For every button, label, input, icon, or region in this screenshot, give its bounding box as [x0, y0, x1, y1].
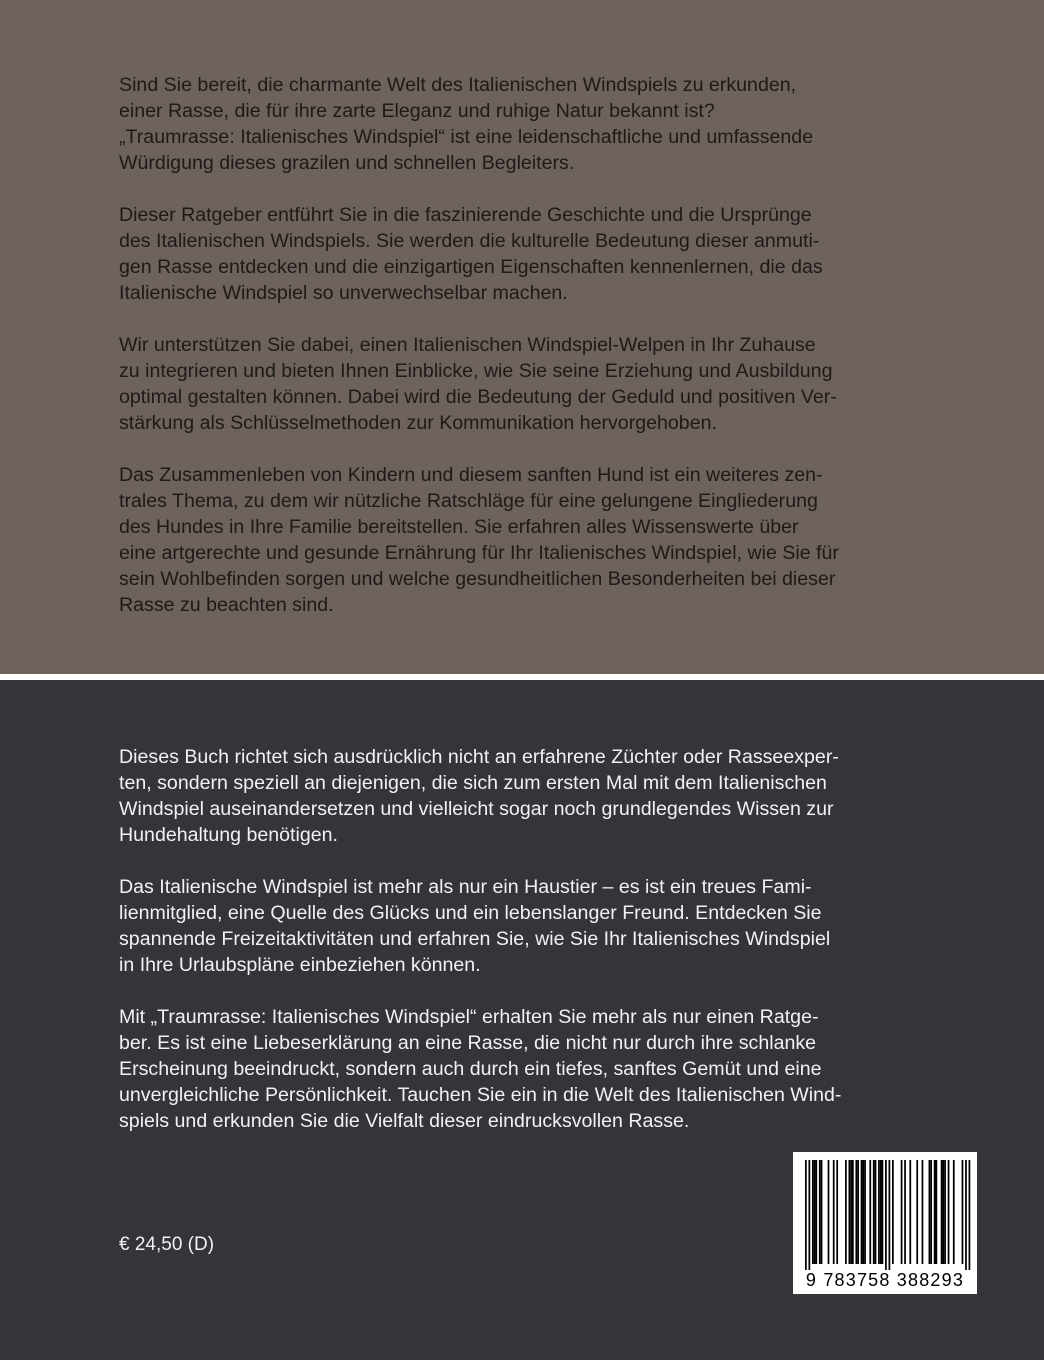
barcode-bar [873, 1160, 875, 1264]
barcode-bar [953, 1160, 955, 1264]
barcode-bar [819, 1160, 821, 1264]
barcode-bar [878, 1160, 880, 1264]
barcode-bar [969, 1160, 971, 1270]
price-label: € 24,50 (D) [119, 1234, 215, 1255]
barcode-bar [855, 1160, 857, 1264]
bottom-paragraph-1: Dieses Buch richtet sich ausdrücklich nicht an erfahrene Züchter oder Rasseexper- ten, sondern speziell an diejenigen, die sich zum ersten Mal mit dem Italienischen Windspiel auseinandersetzen und vielleicht sogar noch grundlegendes Wissen zur Hundehaltung benötigen. [119, 746, 839, 846]
top-blurb [119, 72, 919, 644]
barcode-bar [885, 1160, 887, 1270]
barcode-bar [965, 1160, 967, 1270]
barcode-bar [821, 1160, 823, 1264]
barcode-bar [948, 1160, 950, 1264]
barcode-bar [805, 1160, 807, 1270]
barcode-bar [869, 1160, 871, 1264]
barcode-bar [904, 1160, 906, 1264]
barcode-bar [864, 1160, 866, 1264]
barcode-bar [929, 1160, 931, 1264]
barcode-bar [936, 1160, 938, 1264]
barcode-bar [828, 1160, 830, 1264]
top-paragraph-3: Wir unterstützen Sie dabei, einen Italienischen Windspiel-Welpen in Ihr Zuhause zu integrieren und bieten Ihnen Einblicke, wie Sie seine Erziehung und Ausbildung optimal gestalten können. Dabei wird die Bedeutung der Geduld und positiven Ver- stärkung als Schlüsselmethoden zur Kommunikation hervorgehoben. [119, 334, 837, 434]
top-paragraph-1: Sind Sie bereit, die charmante Welt des Italienischen Windspiels zu erkunden, einer Rasse, die für ihre zarte Eleganz und ruhige Natur bekannt ist? „Traumrasse: Italienisches Windspiel“ ist eine leidenschaftliche und umfassende Würdigung dieses grazilen und schnellen Begleiters. [119, 74, 814, 174]
barcode-bar [808, 1160, 810, 1270]
barcode-bar [857, 1160, 859, 1264]
isbn-barcode [793, 1152, 977, 1294]
barcode-bar [916, 1160, 918, 1264]
barcode-bar [880, 1160, 882, 1264]
barcode-bar [934, 1160, 936, 1264]
barcode-bar [901, 1160, 903, 1264]
barcode-bar [941, 1160, 943, 1264]
barcode-bar [849, 1160, 851, 1264]
barcode-bar [850, 1160, 852, 1264]
barcode-bar [942, 1160, 944, 1264]
barcode-bar [930, 1160, 932, 1264]
barcode-bar [833, 1160, 835, 1264]
barcode-bar [812, 1160, 814, 1264]
top-paragraph-4: Das Zusammenleben von Kindern und diesem sanften Hund ist ein weiteres zen- trales Thema, zu dem wir nützliche Ratschläge für eine gelungene Eingliederung des Hundes in Ihre Familie bereitstellen. Sie erfahren alles Wissenswerte über eine artgerechte und gesunde Ernährung für Ihr Italienisches Windspiel, wie Sie für sein Wohlbefinden sorgen und welche gesundheitlichen Besonderheiten bei dieser Rasse zu beachten sind. [119, 464, 839, 616]
barcode-bar [862, 1160, 864, 1264]
bottom-blurb [119, 744, 919, 1160]
top-paragraph-2: Dieser Ratgeber entführt Sie in die faszinierende Geschichte und die Ursprünge des Italienischen Windspiels. Sie werden die kulturelle Bedeutung dieser anmuti- gen Rasse entdecken und die einzigartigen Eigenschaften kennenlernen, die das Italienische Windspiel so unverwechselbar machen. [119, 204, 823, 304]
barcode-bar [836, 1160, 838, 1264]
isbn-number: 9 783758 388293 [805, 1270, 965, 1290]
bottom-paragraph-3: Mit „Traumrasse: Italienisches Windspiel“ erhalten Sie mehr als nur einen Ratge- ber. Es ist eine Liebeserklärung an eine Rasse, die nicht nur durch ihre schlanke Erscheinung beeindruckt, sondern auch durch ein tiefes, sanftes Gemüt und eine unvergleichliche Persönlichkeit. Tauchen Sie ein in die Welt des Italienischen Wind- spiels und erkunden Sie die Vielfalt dieser eindrucksvollen Rasse. [119, 1006, 842, 1132]
barcode-bar [892, 1160, 894, 1264]
barcode-bar [922, 1160, 924, 1264]
bottom-paragraph-2: Das Italienische Windspiel ist mehr als nur ein Haustier – es ist ein treues Fami- lienmitglied, eine Quelle des Glücks und ein lebenslanger Freund. Entdecken Sie spannende Freizeitaktivitäten und erfahren Sie, wie Sie Ihr Italienisches Windspiel in Ihre Urlaubspläne einbeziehen können. [119, 876, 831, 976]
barcode-bar [815, 1160, 817, 1264]
barcode-bar [962, 1160, 964, 1264]
barcode-bar [852, 1160, 854, 1264]
barcode-bar [845, 1160, 847, 1264]
barcode-bar [861, 1160, 863, 1264]
barcode-bar [882, 1160, 884, 1264]
barcode-bar [944, 1160, 946, 1264]
barcode-bar [909, 1160, 911, 1264]
barcode-bar [814, 1160, 816, 1264]
barcode-bar [875, 1160, 877, 1264]
barcode-bar [889, 1160, 891, 1270]
